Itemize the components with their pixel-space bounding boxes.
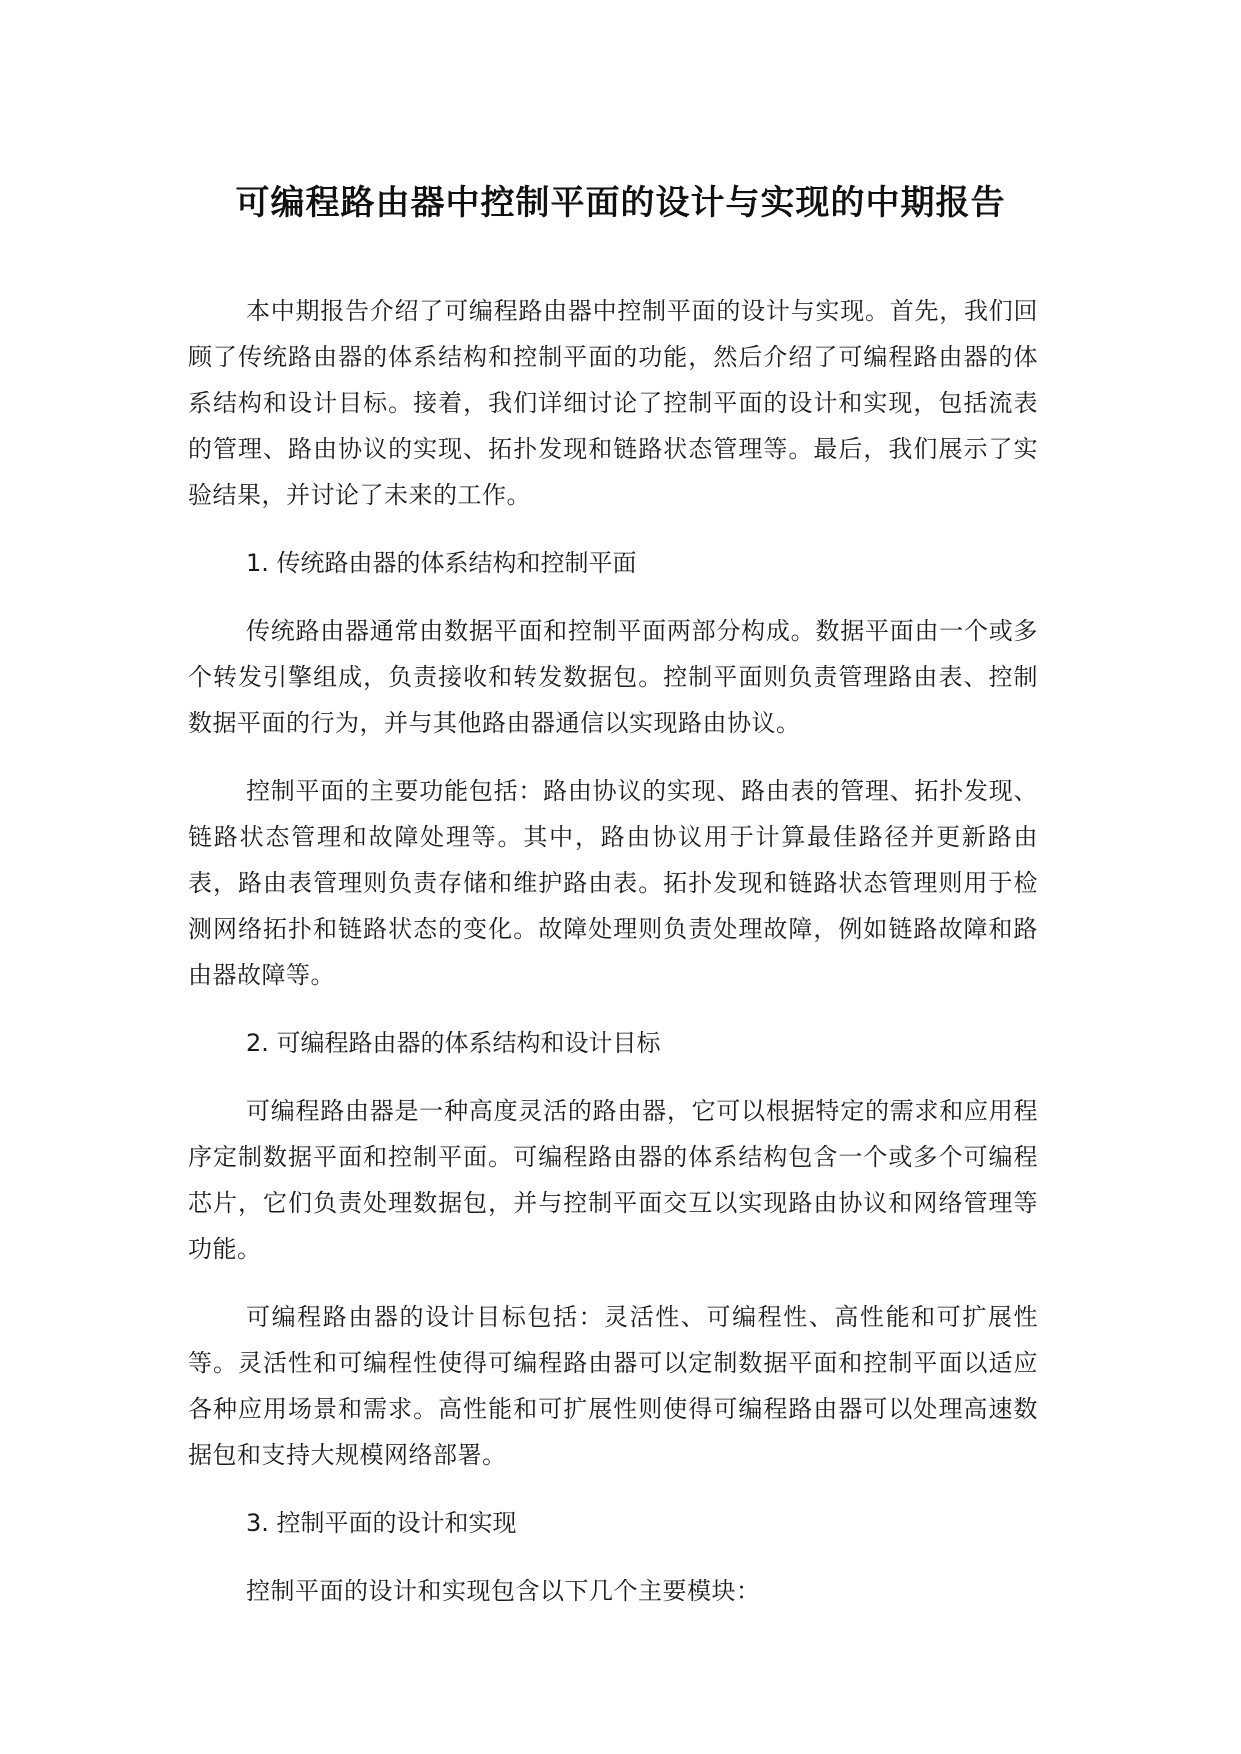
- section-heading-3: 3. 控制平面的设计和实现: [246, 1509, 517, 1537]
- section-1-paragraph-2: 控制平面的主要功能包括：路由协议的实现、路由表的管理、拓扑发现、链路状态管理和故障处理等。其中，路由协议用于计算最佳路径并更新路由表，路由表管理则负责存储和维护路由表。拓扑发现和链路状态管理则用于检测网络拓扑和链路状态的变化。故障处理则负责处理故障，例如链路故障和路由器故障等。: [188, 777, 1038, 989]
- section-3-paragraph-1: 控制平面的设计和实现包含以下几个主要模块：: [246, 1577, 761, 1605]
- intro-paragraph: 本中期报告介绍了可编程路由器中控制平面的设计与实现。首先，我们回顾了传统路由器的体系结构和控制平面的功能，然后介绍了可编程路由器的体系结构和设计目标。接着，我们详细讨论了控制平面的设计和实现，包括流表的管理、路由协议的实现、拓扑发现和链路状态管理等。最后，我们展示了实验结果，并讨论了未来的工作。: [188, 297, 1038, 509]
- document-title: 可编程路由器中控制平面的设计与实现的中期报告: [235, 183, 1006, 223]
- document-body: [188, 288, 1038, 1636]
- section-heading-1: 1. 传统路由器的体系结构和控制平面: [246, 549, 637, 577]
- section-2-paragraph-1: 可编程路由器是一种高度灵活的路由器，它可以根据特定的需求和应用程序定制数据平面和控制平面。可编程路由器的体系结构包含一个或多个可编程芯片，它们负责处理数据包，并与控制平面交互以实现路由协议和网络管理等功能。: [188, 1097, 1038, 1263]
- section-2-paragraph-2: 可编程路由器的设计目标包括：灵活性、可编程性、高性能和可扩展性等。灵活性和可编程性使得可编程路由器可以定制数据平面和控制平面以适应各种应用场景和需求。高性能和可扩展性则使得可编程路由器可以处理高速数据包和支持大规模网络部署。: [188, 1303, 1038, 1469]
- section-1-paragraph-1: 传统路由器通常由数据平面和控制平面两部分构成。数据平面由一个或多个转发引擎组成，负责接收和转发数据包。控制平面则负责管理路由表、控制数据平面的行为，并与其他路由器通信以实现路由协议。: [188, 617, 1038, 737]
- section-heading-2: 2. 可编程路由器的体系结构和设计目标: [246, 1029, 661, 1057]
